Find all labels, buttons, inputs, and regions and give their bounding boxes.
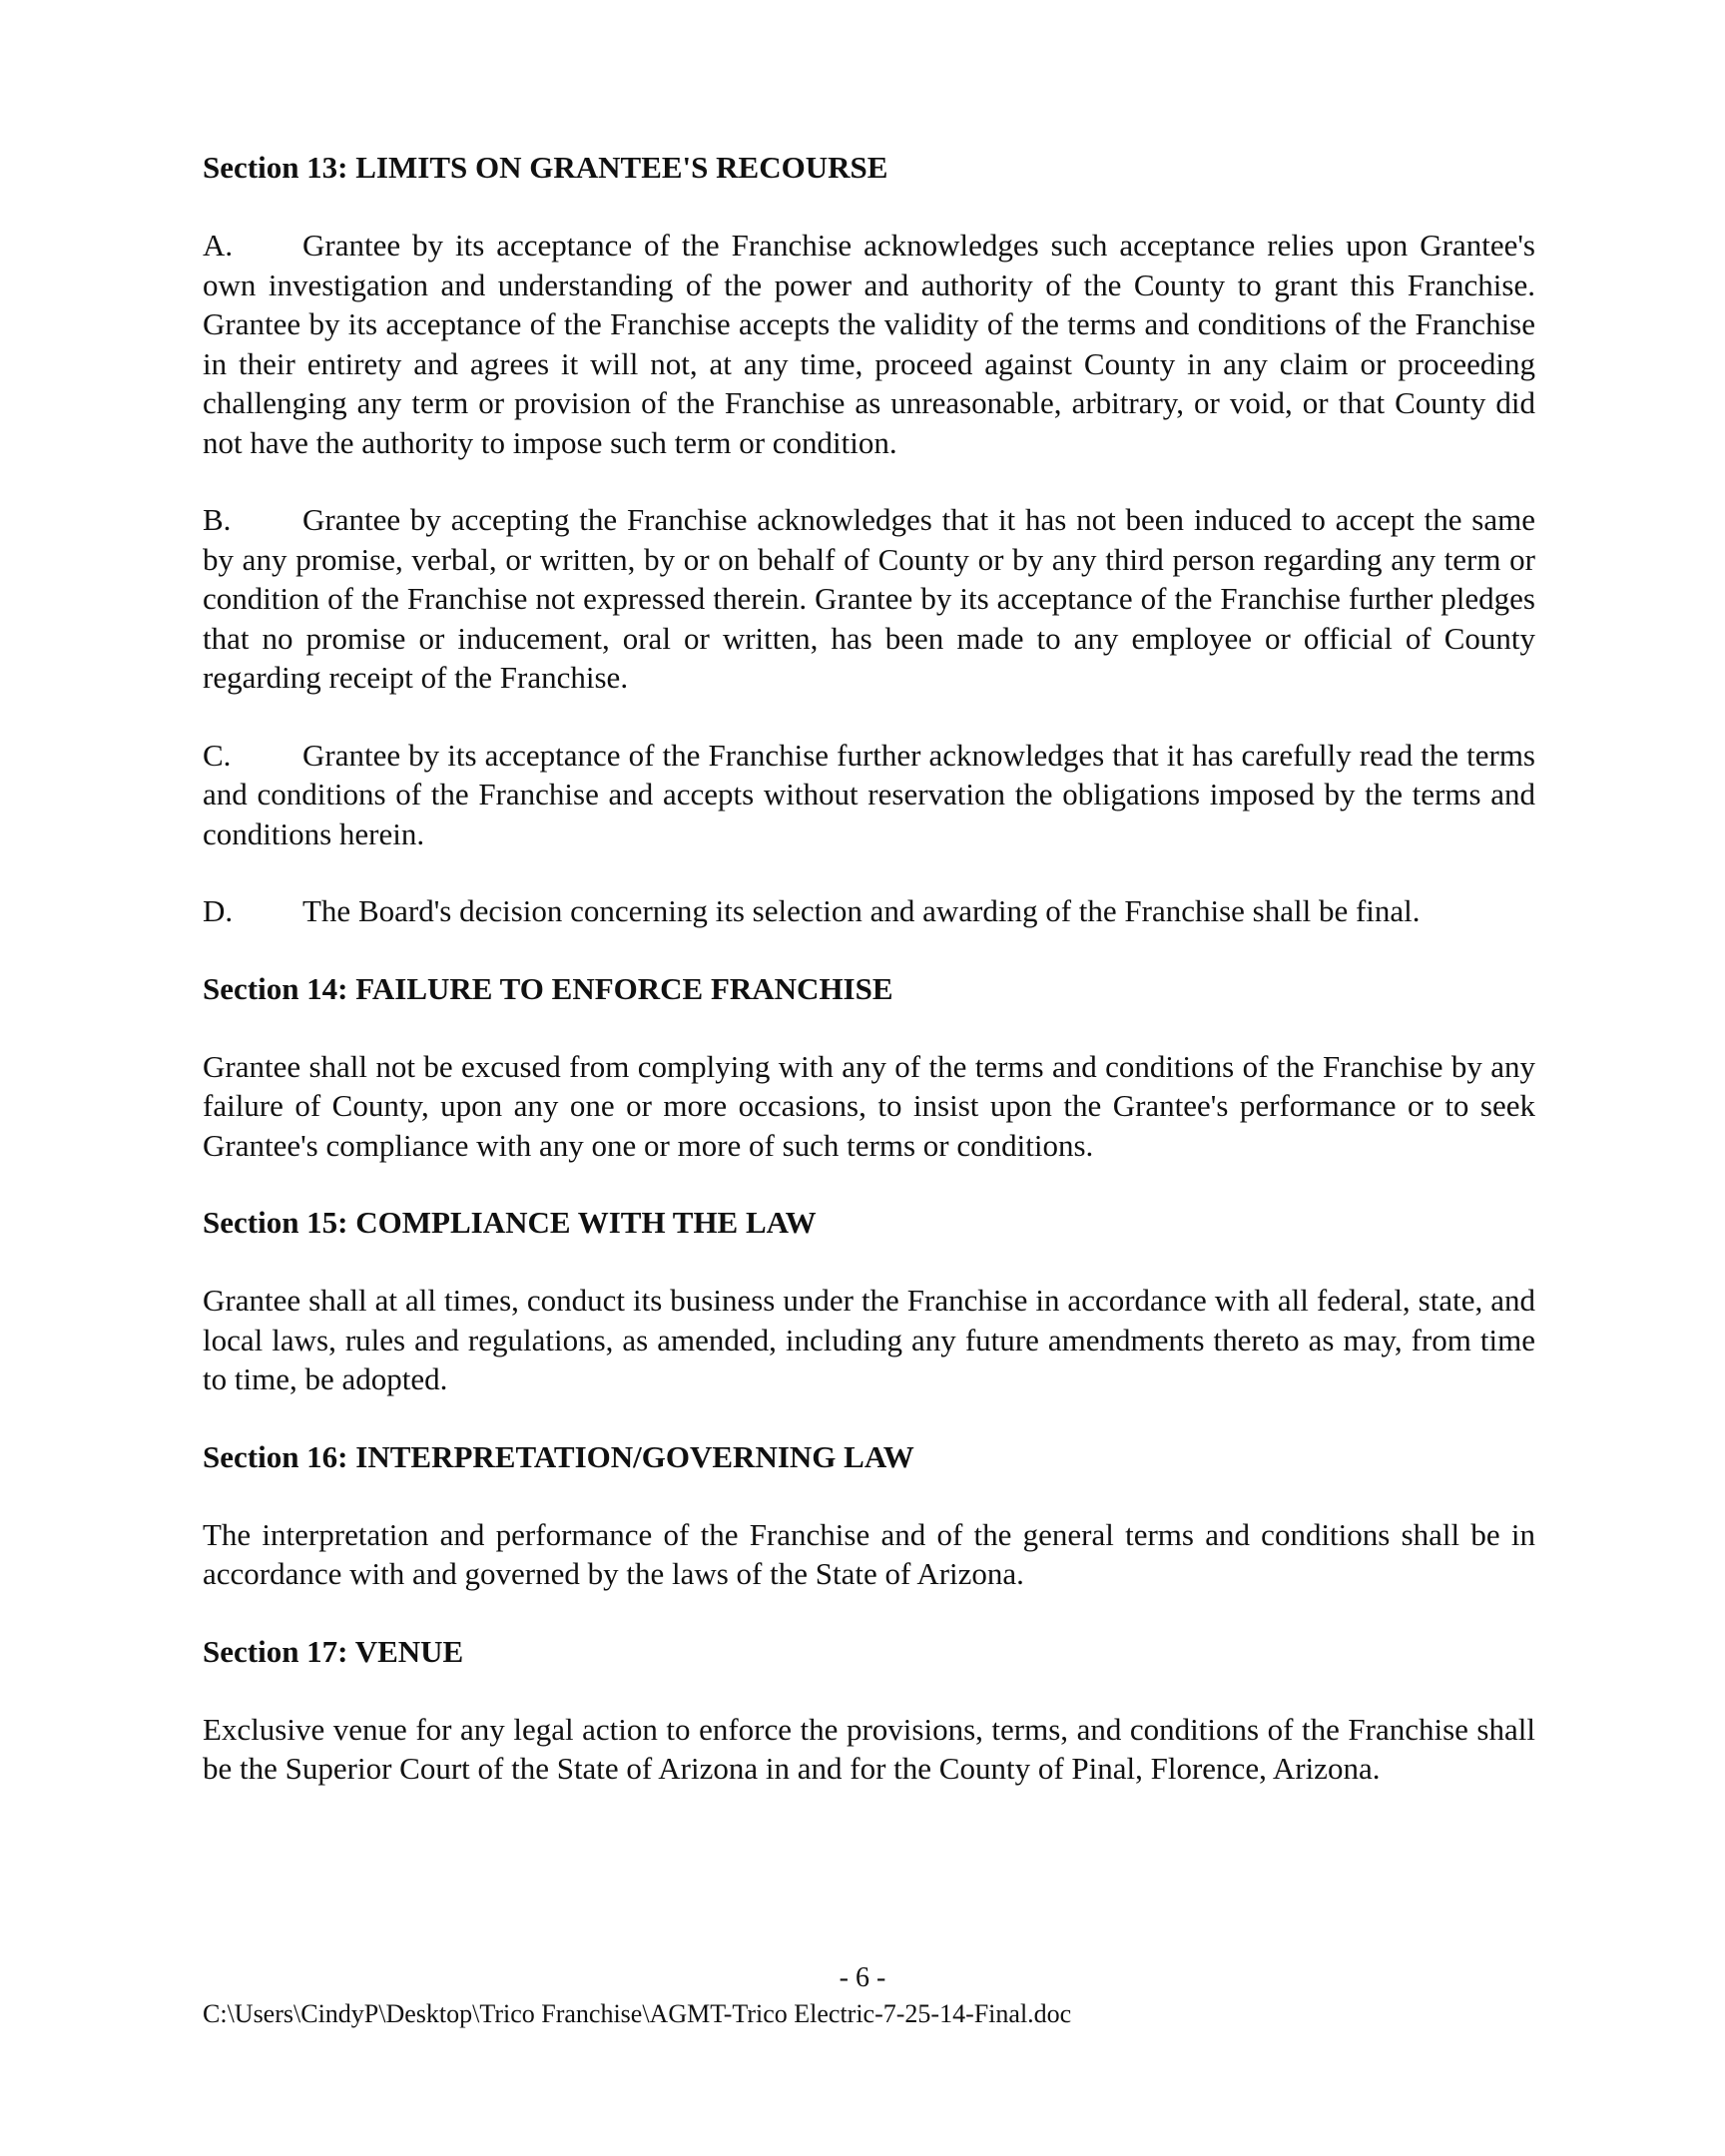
section-13-paragraph-d [203,891,1535,931]
section-15-heading: Section 15: COMPLIANCE WITH THE LAW [203,1205,817,1240]
paragraph-marker: D. [203,893,234,928]
section-14-heading: Section 14: FAILURE TO ENFORCE FRANCHISE [203,970,893,1006]
paragraph-text: The Board's decision concerning its selection and awarding of the Franchise shall be final. [302,893,1421,928]
section-14-paragraph: Grantee shall not be excused from complying with any of the terms and conditions of the Franchise by any failure of County, upon any one or more occasions, to insist upon the Grantee's performance or to seek Grantee's compliance with any one or more of such terms or conditions. [203,1048,1535,1163]
section-13-paragraph-c [203,736,1535,854]
section-17-heading: Section 17: VENUE [203,1633,464,1669]
section-13-paragraph-a [203,226,1535,462]
section-13-heading: Section 13: LIMITS ON GRANTEE'S RECOURSE [203,150,888,185]
page-number: - 6 - [839,1962,886,1993]
paragraph-marker: C. [203,737,232,773]
paragraph-marker: A. [203,228,234,263]
section-13-paragraph-b [203,500,1535,698]
document-body [203,148,1535,1827]
paragraph-text: Grantee by accepting the Franchise acknowledges that it has not been induced to accept the same by any promise, verbal, or written, by or on behalf of County or by any third person regarding any term or condition of the Franchise not expressed therein. Grantee by its acceptance of the Franchise further pledges that no promise or inducement, oral or written, has been made to any employee or official of County regarding receipt of the Franchise. [203,502,1535,695]
section-15-paragraph: Grantee shall at all times, conduct its business under the Franchise in accordance with all federal, state, and local laws, rules and regulations, as amended, including any future amendments thereto as may, from time to time, be adopted. [203,1283,1535,1396]
paragraph-text: Grantee by its acceptance of the Franchise further acknowledges that it has carefully read the terms and conditions of the Franchise and accepts without reservation the obligations imposed by the terms and conditions herein. [203,737,1535,851]
section-16-heading: Section 16: INTERPRETATION/GOVERNING LAW [203,1438,914,1474]
section-16-paragraph: The interpretation and performance of the Franchise and of the general terms and conditions shall be in accordance with and governed by the laws of the State of Arizona. [203,1516,1535,1591]
section-17-paragraph: Exclusive venue for any legal action to enforce the provisions, terms, and conditions of the Franchise shall be the Superior Court of the State of Arizona in and for the County of Pinal, Florence, Arizona. [203,1711,1535,1786]
paragraph-text: Grantee by its acceptance of the Franchise acknowledges such acceptance relies upon Grantee's own investigation and understanding of the power and authority of the County to grant this Franchise. Grantee by its acceptance of the Franchise accepts the validity of the terms and conditions of the Franchise in their entirety and agrees it will not, at any time, proceed against County in any claim or proceeding challenging any term or provision of the Franchise as unreasonable, arbitrary, or void, or that County did not have the authority to impose such term or condition. [203,228,1535,460]
paragraph-marker: B. [203,502,232,537]
file-path-footer: C:\Users\CindyP\Desktop\Trico Franchise\AGMT-Trico Electric-7-25-14-Final.doc [203,1999,1072,2028]
